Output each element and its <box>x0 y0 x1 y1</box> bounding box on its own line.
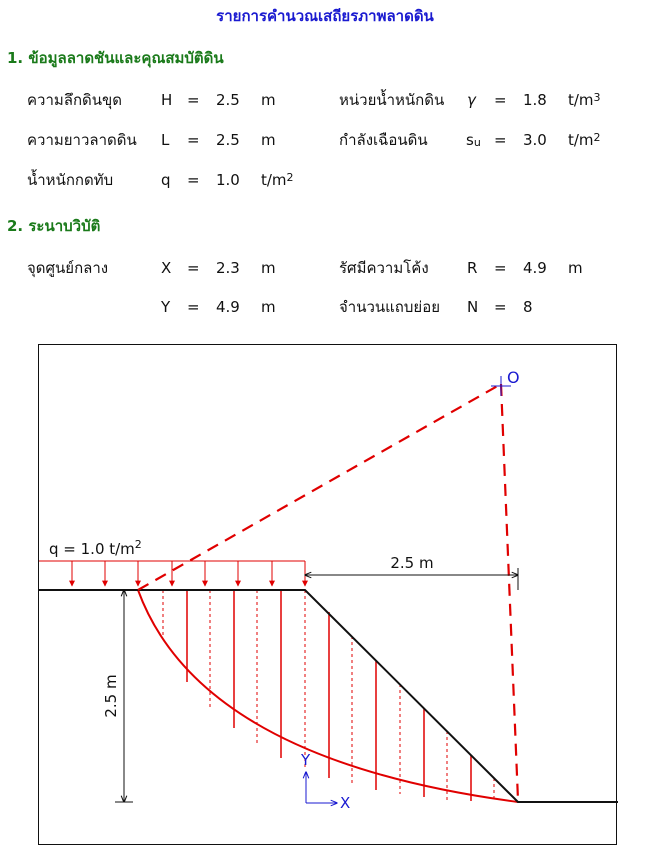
param-symbol: R <box>467 259 478 277</box>
load-label <box>49 538 142 558</box>
diagram-frame <box>39 345 617 845</box>
unit-text: t/m <box>568 131 594 149</box>
param-label: ความลึกดินขุด <box>27 91 123 109</box>
unit-text: t/m <box>568 91 594 109</box>
param-label: ความยาวลาดดิน <box>27 131 137 149</box>
axis-y-label: Y <box>301 751 311 769</box>
radius-line-left <box>138 384 501 590</box>
page-title: รายการคำนวณเสถียรภาพลาดดิน <box>216 7 434 25</box>
param-value: 3.0 <box>523 131 547 149</box>
param-unit: m <box>261 259 276 277</box>
param-label: น้ำหนักกดทับ <box>27 171 114 189</box>
unit-exponent: 2 <box>286 171 294 184</box>
param-eq: = <box>187 259 200 277</box>
param-eq: = <box>187 171 200 189</box>
symbol-subscript: u <box>473 136 481 149</box>
section-1-heading: 1. ข้อมูลลาดชันและคุณสมบัติดิน <box>7 49 224 67</box>
failure-arc <box>138 590 518 802</box>
param-label: รัศมีความโค้ง <box>339 259 429 277</box>
param-eq: = <box>494 259 507 277</box>
param-value: 2.5 <box>216 91 240 109</box>
slope-length-label: 2.5 m <box>390 554 434 572</box>
param-label: กำลังเฉือนดิน <box>339 131 428 149</box>
param-value: 4.9 <box>523 259 547 277</box>
param-unit: m <box>261 298 276 316</box>
height-label: 2.5 m <box>102 674 120 718</box>
param-eq: = <box>187 131 200 149</box>
param-unit: m <box>261 91 276 109</box>
param-label: จำนวนแถบย่อย <box>339 298 441 316</box>
param-eq: = <box>187 298 200 316</box>
param-eq: = <box>494 131 507 149</box>
param-symbol: X <box>161 259 172 277</box>
section-2-heading: 2. ระนาบวิบัติ <box>7 217 101 235</box>
center-label: O <box>507 368 520 387</box>
param-label: หน่วยน้ำหนักดิน <box>339 91 445 109</box>
param-symbol: L <box>161 131 170 149</box>
param-value: 8 <box>523 298 533 316</box>
ground-profile <box>38 590 618 802</box>
radius-line-right <box>501 384 518 800</box>
param-value: 2.3 <box>216 259 240 277</box>
param-unit: m <box>568 259 583 277</box>
param-value: 1.8 <box>523 91 547 109</box>
surcharge-load <box>39 538 305 586</box>
param-value: 4.9 <box>216 298 240 316</box>
param-eq: = <box>494 91 507 109</box>
unit-exponent: 3 <box>593 91 601 104</box>
slice-lines <box>163 590 494 802</box>
param-symbol: H <box>161 91 173 109</box>
param-symbol: q <box>161 171 171 189</box>
param-eq: = <box>494 298 507 316</box>
param-label: จุดศูนย์กลาง <box>27 259 109 277</box>
unit-exponent: 2 <box>593 131 601 144</box>
param-symbol: N <box>467 298 479 316</box>
unit-text: t/m <box>261 171 287 189</box>
symbol-text: s <box>466 131 474 149</box>
param-symbol: γ <box>467 91 476 109</box>
param-value: 2.5 <box>216 131 240 149</box>
param-unit: m <box>261 131 276 149</box>
load-label-exponent: 2 <box>134 538 142 551</box>
param-value: 1.0 <box>216 171 240 189</box>
load-label-text: q = 1.0 t/m <box>49 540 135 558</box>
axis-x-label: X <box>340 794 351 812</box>
param-symbol: Y <box>161 298 171 316</box>
param-eq: = <box>187 91 200 109</box>
